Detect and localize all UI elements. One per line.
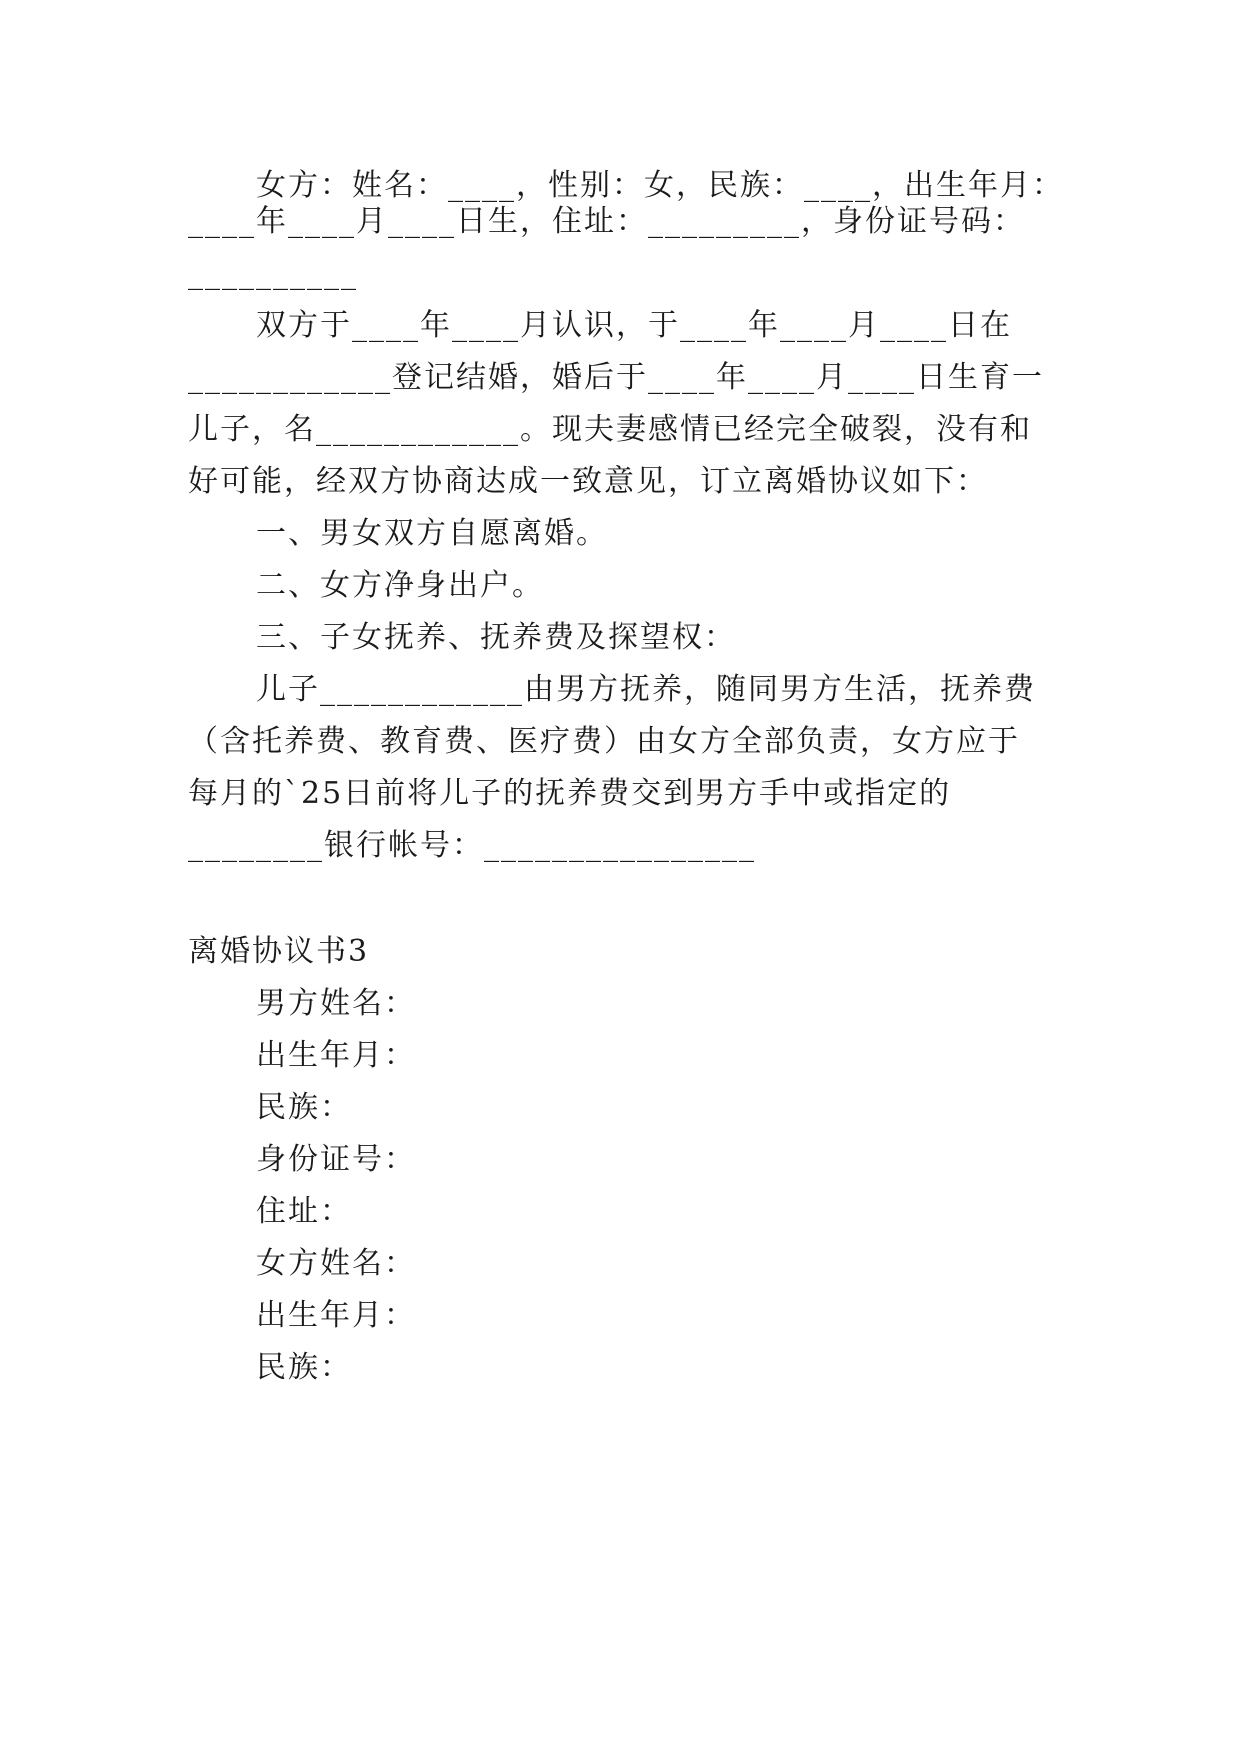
paragraph-1-line-2: ____________登记结婚，婚后于____年____月____日生育一 <box>188 360 1044 395</box>
paragraph-1-line-4: 好可能，经双方协商达成一致意见，订立离婚协议如下： <box>188 464 988 499</box>
female-info-line-2: ____年____月____日生，住址：_________，身份证号码： <box>188 204 1025 239</box>
paragraph-2-line-4: ________银行帐号：________________ <box>188 828 756 863</box>
female-info-line-1: 女方：姓名：____，性别：女，民族：____，出生年月： <box>256 168 1064 203</box>
paragraph-2-line-3: 每月的`25日前将儿子的抚养费交到男方手中或指定的 <box>188 776 952 811</box>
female-info-line-3: __________ <box>188 256 358 291</box>
field-male-address: 住址： <box>256 1194 352 1229</box>
field-female-name: 女方姓名： <box>256 1246 416 1281</box>
clause-3: 三、子女抚养、抚养费及探望权： <box>256 620 736 655</box>
field-male-ethnicity: 民族： <box>256 1090 352 1125</box>
paragraph-2-line-1: 儿子____________由男方抚养，随同男方生活，抚养费 <box>256 672 1036 707</box>
paragraph-1-line-3: 儿子，名____________。现夫妻感情已经完全破裂，没有和 <box>188 412 1032 447</box>
paragraph-2-line-2: （含托养费、教育费、医疗费）由女方全部负责，女方应于 <box>188 724 1020 759</box>
field-male-name: 男方姓名： <box>256 986 416 1021</box>
field-female-birth: 出生年月： <box>256 1298 416 1333</box>
field-male-birth: 出生年月： <box>256 1038 416 1073</box>
clause-1: 一、男女双方自愿离婚。 <box>256 516 608 551</box>
field-male-id: 身份证号： <box>256 1142 416 1177</box>
paragraph-1-line-1: 双方于____年____月认识，于____年____月____日在 <box>256 308 1012 343</box>
section-3-title: 离婚协议书3 <box>188 934 370 969</box>
clause-2: 二、女方净身出户。 <box>256 568 544 603</box>
field-female-ethnicity: 民族： <box>256 1350 352 1385</box>
